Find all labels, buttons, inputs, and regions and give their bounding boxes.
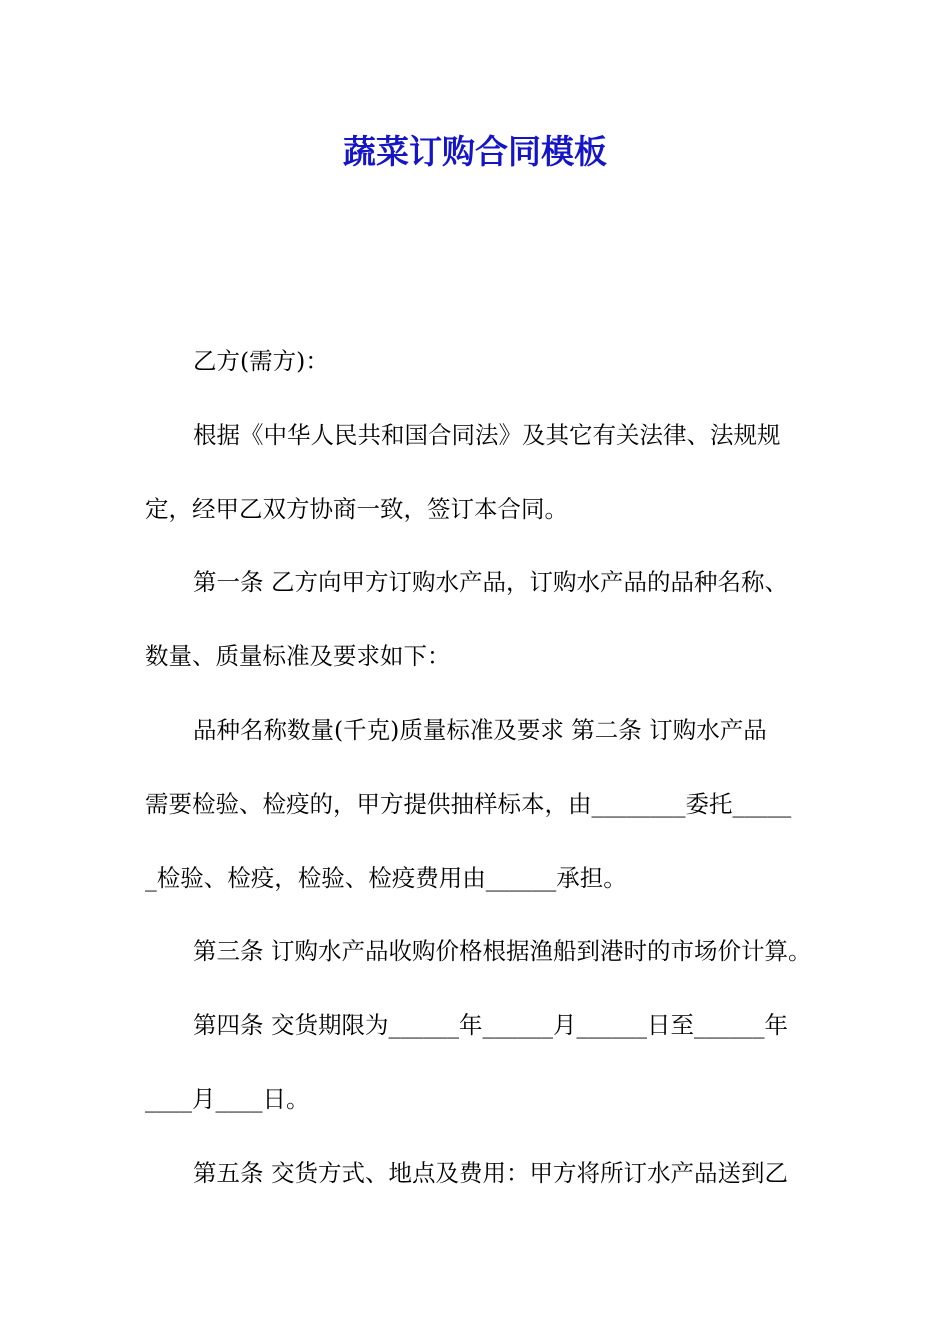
article-4-line-2: ____月____日。 [145,1084,310,1113]
preamble-line-1: 根据《中华人民共和国合同法》及其它有关法律、法规规 [193,420,781,449]
article-4-line-1: 第四条 交货期限为______年______月______日至______年 [193,1011,788,1040]
document-title: 蔬菜订购合同模板 [343,132,607,171]
article-5-line-1: 第五条 交货方式、地点及费用：甲方将所订水产品送到乙 [193,1158,788,1187]
preamble-line-2: 定，经甲乙双方协商一致，签订本合同。 [145,494,568,523]
article-1-line-2: 数量、质量标准及要求如下： [145,642,451,671]
article-1-line-1: 第一条 乙方向甲方订购水产品，订购水产品的品种名称、 [193,568,788,597]
article-2-line-1: 品种名称数量(千克)质量标准及要求 第二条 订购水产品 [193,715,767,744]
article-2-line-2: 需要检验、检疫的，甲方提供抽样标本，由________委托_____ [145,789,792,818]
article-3-line: 第三条 订购水产品收购价格根据渔船到港时的市场价计算。 [193,937,812,966]
article-2-line-3: _检验、检疫，检验、检疫费用由______承担。 [145,863,627,892]
document-body [145,338,812,1224]
party-b-line: 乙方(需方)： [193,347,329,375]
